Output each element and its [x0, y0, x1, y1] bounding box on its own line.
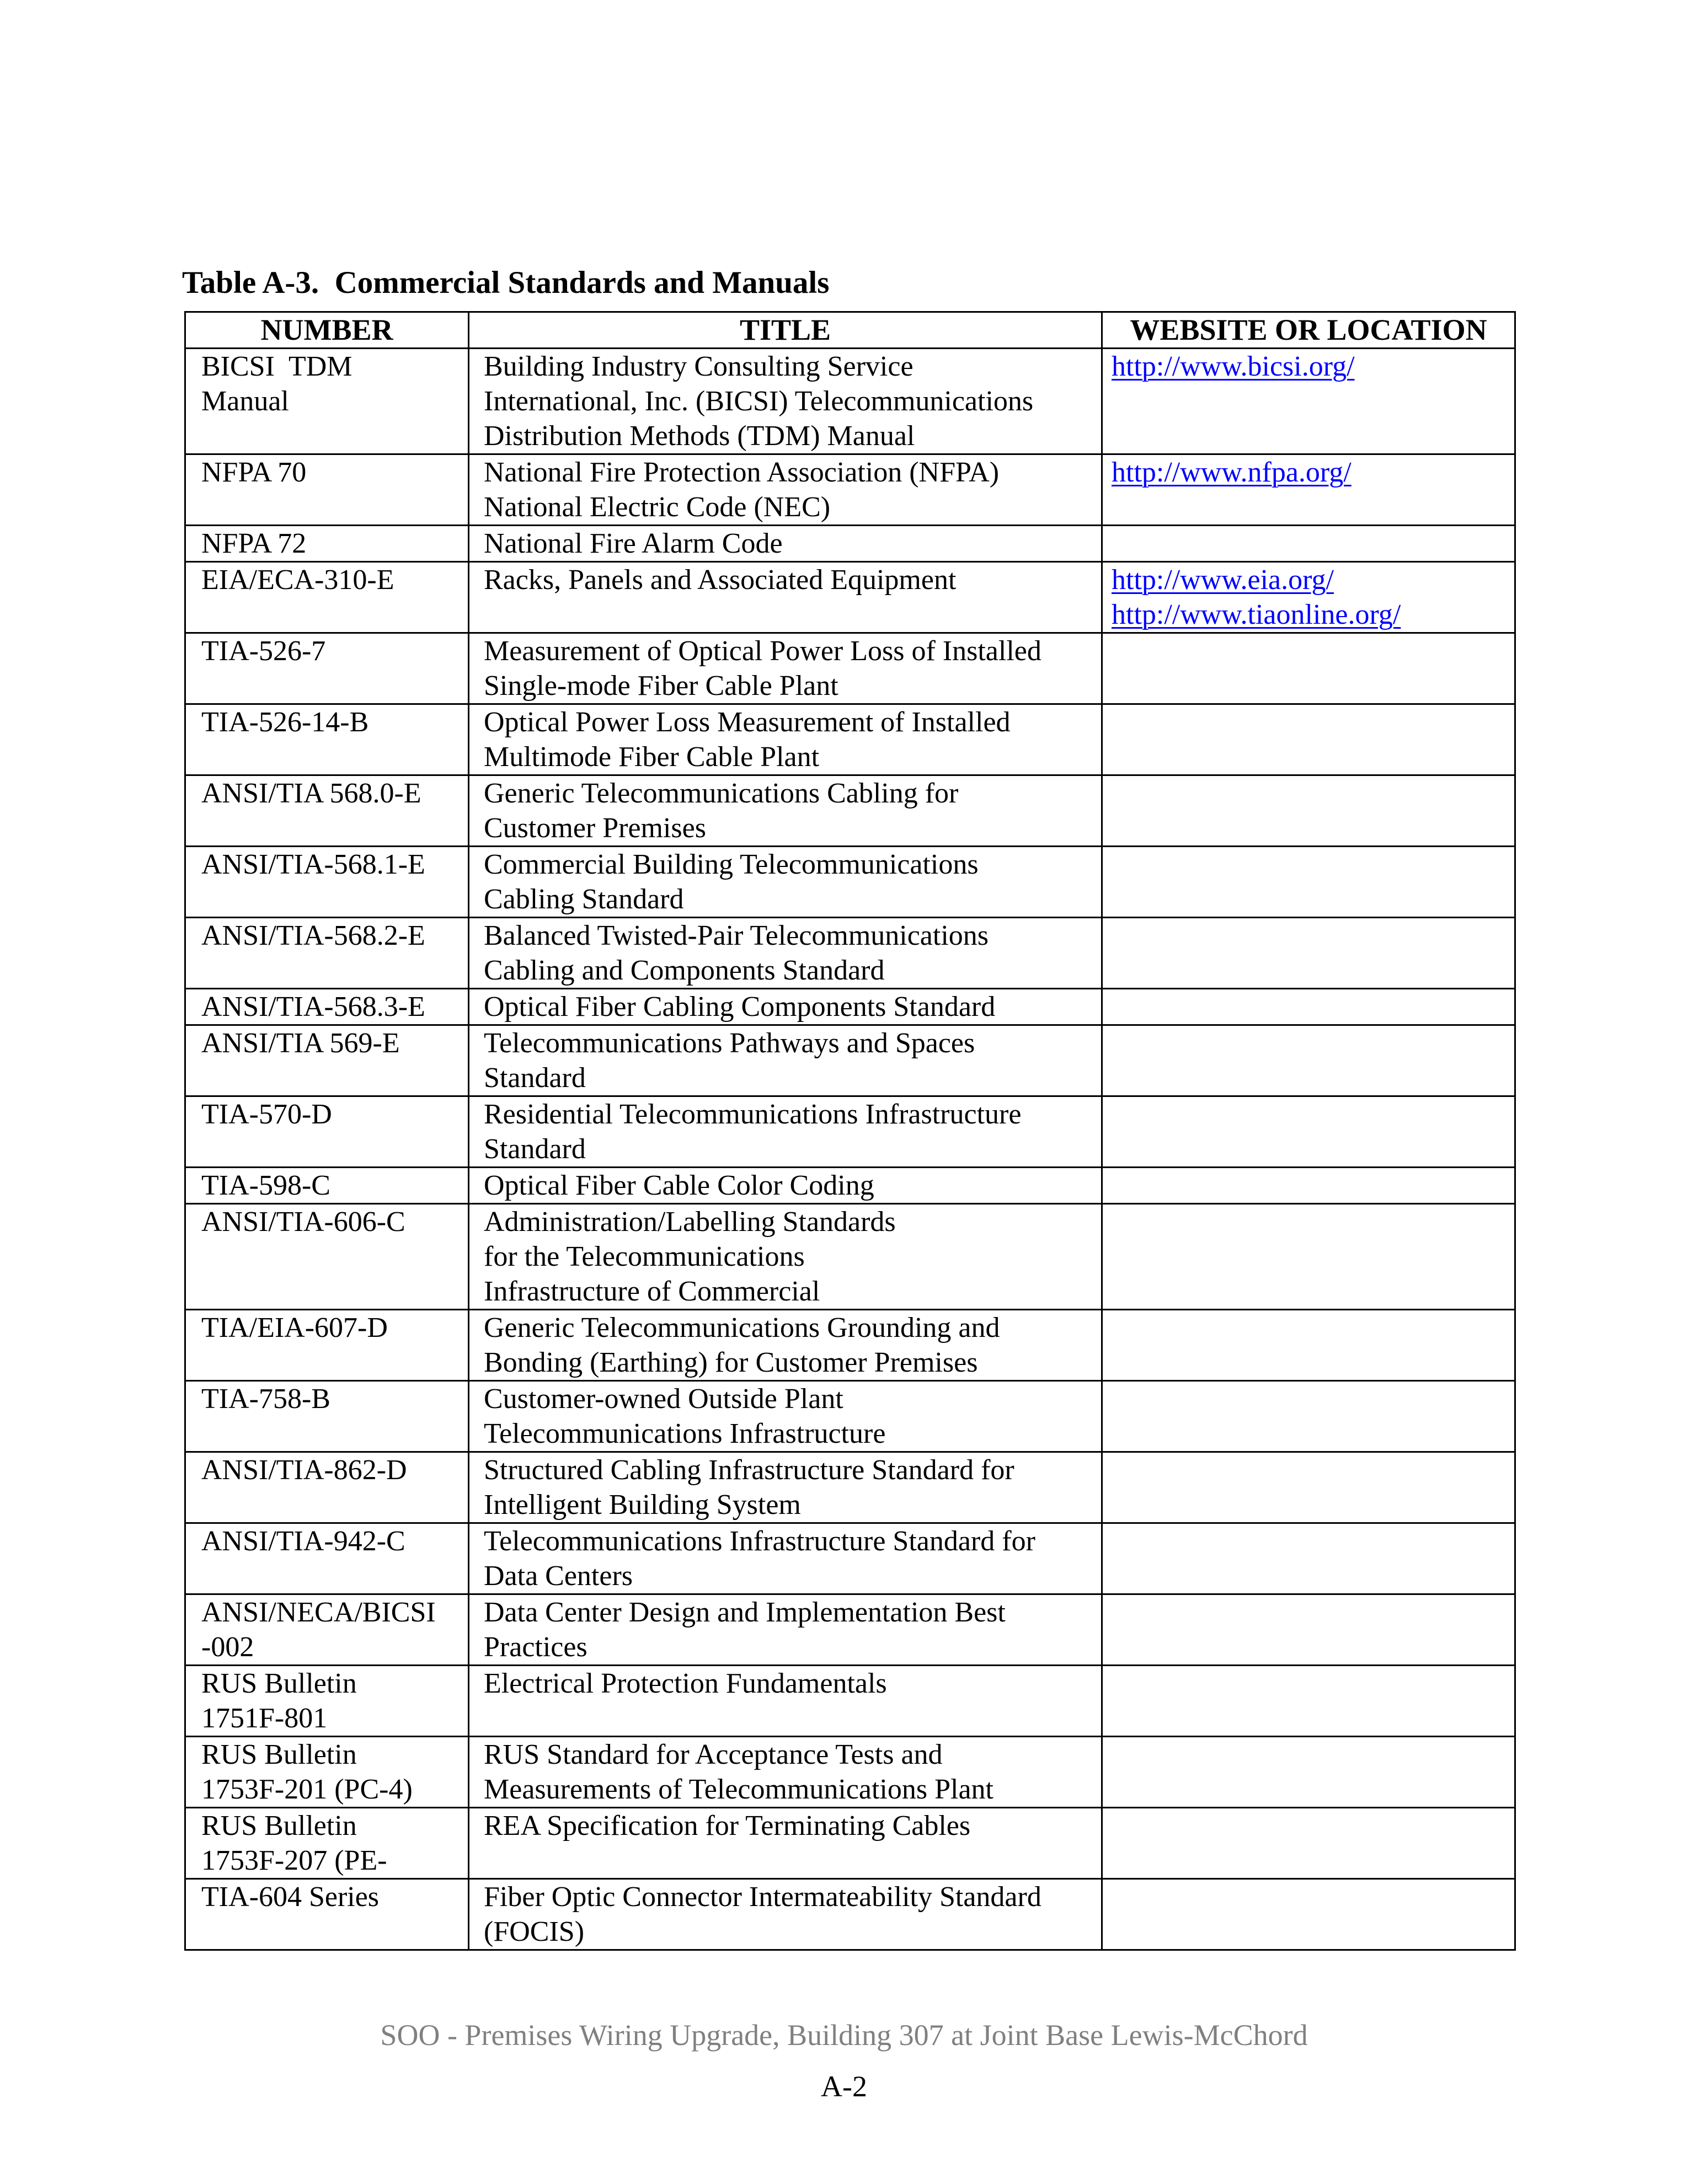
cell-number — [185, 847, 469, 918]
number-line: TIA-526-7 — [201, 635, 326, 667]
table-row — [185, 704, 1515, 775]
number-line: ANSI/TIA-568.3-E — [201, 991, 425, 1023]
title-line: International, Inc. (BICSI) Telecommunications — [484, 386, 1034, 417]
cell-title — [469, 1879, 1102, 1950]
table-row — [185, 1879, 1515, 1950]
cell-number — [185, 1204, 469, 1310]
cell-website — [1102, 1666, 1515, 1737]
table-caption: Table A-3. Commercial Standards and Manuals — [182, 265, 830, 300]
table-header-row — [185, 312, 1515, 349]
title-line: Optical Fiber Cabling Components Standard — [484, 991, 996, 1023]
cell-number — [185, 1025, 469, 1096]
number-line: TIA-598-C — [201, 1170, 330, 1201]
cell-website — [1102, 1168, 1515, 1204]
title-line: Balanced Twisted-Pair Telecommunications — [484, 920, 989, 951]
title-line: Customer Premises — [484, 812, 706, 844]
title-line: Standard — [484, 1133, 586, 1165]
title-line: National Fire Alarm Code — [484, 528, 783, 559]
cell-number — [185, 775, 469, 847]
table-row — [185, 1096, 1515, 1168]
cell-website — [1102, 1025, 1515, 1096]
standards-table — [184, 311, 1516, 1951]
cell-title — [469, 633, 1102, 704]
title-line: Building Industry Consulting Service — [484, 351, 914, 382]
number-line: ANSI/TIA 569-E — [201, 1027, 400, 1059]
number-line: ANSI/TIA-568.1-E — [201, 849, 425, 880]
cell-website — [1102, 562, 1515, 633]
cell-title — [469, 1594, 1102, 1666]
title-line: Structured Cabling Infrastructure Standard for — [484, 1454, 1014, 1486]
number-line: TIA-570-D — [201, 1099, 332, 1130]
cell-number — [185, 1666, 469, 1737]
title-line: Standard — [484, 1062, 586, 1094]
cell-website — [1102, 633, 1515, 704]
table-row — [185, 1523, 1515, 1594]
cell-number — [185, 1737, 469, 1808]
title-line: Data Centers — [484, 1560, 633, 1592]
cell-title — [469, 526, 1102, 562]
title-line: Residential Telecommunications Infrastructure — [484, 1099, 1022, 1130]
number-line: TIA-526-14-B — [201, 706, 369, 738]
title-line: RUS Standard for Acceptance Tests and — [484, 1739, 943, 1770]
website-link[interactable]: http://www.nfpa.org/ — [1112, 457, 1352, 488]
title-line: Data Center Design and Implementation Best — [484, 1597, 1006, 1628]
title-line: Electrical Protection Fundamentals — [484, 1668, 887, 1699]
title-line: National Fire Protection Association (NFPA) — [484, 457, 1000, 488]
title-line: Distribution Methods (TDM) Manual — [484, 420, 915, 452]
title-line: Fiber Optic Connector Intermateability Standard — [484, 1881, 1041, 1913]
cell-number — [185, 989, 469, 1025]
cell-title — [469, 1025, 1102, 1096]
title-line: Customer-owned Outside Plant — [484, 1383, 843, 1415]
cell-number — [185, 526, 469, 562]
table-row — [185, 989, 1515, 1025]
cell-title — [469, 918, 1102, 989]
cell-title — [469, 847, 1102, 918]
cell-website — [1102, 1096, 1515, 1168]
number-line: 1753F-207 (PE- — [201, 1845, 387, 1876]
website-link[interactable]: http://www.bicsi.org/ — [1112, 351, 1355, 382]
table-row — [185, 454, 1515, 526]
cell-website — [1102, 1452, 1515, 1523]
title-line: Administration/Labelling Standards — [484, 1206, 896, 1238]
cell-title — [469, 1808, 1102, 1879]
number-line: RUS Bulletin — [201, 1739, 357, 1770]
number-line: Manual — [201, 386, 289, 417]
website-link[interactable]: http://www.tiaonline.org/ — [1112, 599, 1401, 630]
number-line: ANSI/TIA-862-D — [201, 1454, 407, 1486]
title-line: Infrastructure of Commercial — [484, 1276, 820, 1307]
cell-title — [469, 349, 1102, 454]
header-title: TITLE — [469, 312, 1102, 349]
cell-number — [185, 454, 469, 526]
title-line: Telecommunications Pathways and Spaces — [484, 1027, 975, 1059]
website-link[interactable]: http://www.eia.org/ — [1112, 564, 1334, 596]
cell-title — [469, 1666, 1102, 1737]
number-line: ANSI/NECA/BICSI — [201, 1597, 436, 1628]
cell-title — [469, 562, 1102, 633]
cell-number — [185, 1594, 469, 1666]
cell-website — [1102, 989, 1515, 1025]
title-line: Telecommunications Infrastructure — [484, 1418, 886, 1449]
table-row — [185, 1381, 1515, 1452]
number-line: 1751F-801 — [201, 1703, 328, 1734]
cell-website — [1102, 1204, 1515, 1310]
cell-title — [469, 704, 1102, 775]
number-line: RUS Bulletin — [201, 1810, 357, 1842]
cell-number — [185, 633, 469, 704]
cell-website — [1102, 1594, 1515, 1666]
cell-title — [469, 1452, 1102, 1523]
title-line: Telecommunications Infrastructure Standard for — [484, 1525, 1035, 1557]
number-line: NFPA 70 — [201, 457, 307, 488]
number-line: ANSI/TIA-942-C — [201, 1525, 405, 1557]
title-line: Racks, Panels and Associated Equipment — [484, 564, 957, 596]
cell-number — [185, 1879, 469, 1950]
cell-title — [469, 454, 1102, 526]
table-row — [185, 349, 1515, 454]
cell-website — [1102, 1310, 1515, 1381]
cell-title — [469, 775, 1102, 847]
cell-website — [1102, 918, 1515, 989]
title-line: Generic Telecommunications Grounding and — [484, 1312, 1000, 1343]
cell-title — [469, 1204, 1102, 1310]
table-row — [185, 1808, 1515, 1879]
number-line: TIA/EIA-607-D — [201, 1312, 388, 1343]
title-line: Measurement of Optical Power Loss of Installed — [484, 635, 1041, 667]
number-line: NFPA 72 — [201, 528, 307, 559]
number-line: EIA/ECA-310-E — [201, 564, 394, 596]
number-line: 1753F-201 (PC-4) — [201, 1774, 413, 1805]
title-line: (FOCIS) — [484, 1916, 585, 1947]
title-line: National Electric Code (NEC) — [484, 491, 831, 523]
title-line: Practices — [484, 1631, 587, 1663]
cell-website — [1102, 1381, 1515, 1452]
table-row — [185, 526, 1515, 562]
table-row — [185, 1310, 1515, 1381]
cell-website — [1102, 526, 1515, 562]
header-number: NUMBER — [185, 312, 469, 349]
cell-number — [185, 1096, 469, 1168]
title-line: Measurements of Telecommunications Plant — [484, 1774, 993, 1805]
title-line: Cabling Standard — [484, 884, 684, 915]
title-line: REA Specification for Terminating Cables — [484, 1810, 971, 1842]
title-line: Bonding (Earthing) for Customer Premises — [484, 1347, 978, 1378]
cell-website — [1102, 1523, 1515, 1594]
cell-number — [185, 349, 469, 454]
cell-website — [1102, 847, 1515, 918]
page-number: A-2 — [821, 2070, 867, 2103]
title-line: Optical Fiber Cable Color Coding — [484, 1170, 874, 1201]
table-row — [185, 1452, 1515, 1523]
title-line: for the Telecommunications — [484, 1241, 805, 1272]
document-footer: SOO - Premises Wiring Upgrade, Building 307 at Joint Base Lewis-McChord — [380, 2019, 1308, 2052]
number-line: -002 — [201, 1631, 254, 1663]
cell-title — [469, 1737, 1102, 1808]
title-line: Multimode Fiber Cable Plant — [484, 741, 820, 773]
cell-title — [469, 1381, 1102, 1452]
table-row — [185, 562, 1515, 633]
cell-number — [185, 1168, 469, 1204]
cell-website — [1102, 775, 1515, 847]
number-line: BICSI TDM — [201, 351, 352, 382]
table-row — [185, 918, 1515, 989]
table-row — [185, 1737, 1515, 1808]
cell-website — [1102, 349, 1515, 454]
title-line: Single-mode Fiber Cable Plant — [484, 670, 838, 702]
cell-number — [185, 704, 469, 775]
cell-number — [185, 1310, 469, 1381]
cell-website — [1102, 704, 1515, 775]
cell-title — [469, 1523, 1102, 1594]
table-row — [185, 1168, 1515, 1204]
table-body — [185, 349, 1515, 1950]
number-line: TIA-604 Series — [201, 1881, 380, 1913]
number-line: ANSI/TIA 568.0-E — [201, 778, 421, 809]
cell-title — [469, 989, 1102, 1025]
number-line: RUS Bulletin — [201, 1668, 357, 1699]
cell-number — [185, 918, 469, 989]
title-line: Cabling and Components Standard — [484, 955, 885, 986]
cell-website — [1102, 1808, 1515, 1879]
cell-title — [469, 1096, 1102, 1168]
title-line: Optical Power Loss Measurement of Installed — [484, 706, 1011, 738]
cell-number — [185, 562, 469, 633]
table-row — [185, 775, 1515, 847]
cell-number — [185, 1808, 469, 1879]
table-row — [185, 1666, 1515, 1737]
cell-title — [469, 1168, 1102, 1204]
number-line: ANSI/TIA-606-C — [201, 1206, 405, 1238]
cell-number — [185, 1381, 469, 1452]
table-row — [185, 847, 1515, 918]
number-line: TIA-758-B — [201, 1383, 330, 1415]
title-line: Commercial Building Telecommunications — [484, 849, 979, 880]
table-row — [185, 1204, 1515, 1310]
table-row — [185, 1025, 1515, 1096]
cell-title — [469, 1310, 1102, 1381]
table-row — [185, 633, 1515, 704]
cell-website — [1102, 1737, 1515, 1808]
cell-website — [1102, 1879, 1515, 1950]
cell-website — [1102, 454, 1515, 526]
title-line: Generic Telecommunications Cabling for — [484, 778, 959, 809]
title-line: Intelligent Building System — [484, 1489, 801, 1521]
number-line: ANSI/TIA-568.2-E — [201, 920, 425, 951]
table-row — [185, 1594, 1515, 1666]
header-website: WEBSITE OR LOCATION — [1102, 312, 1515, 349]
cell-number — [185, 1452, 469, 1523]
cell-number — [185, 1523, 469, 1594]
